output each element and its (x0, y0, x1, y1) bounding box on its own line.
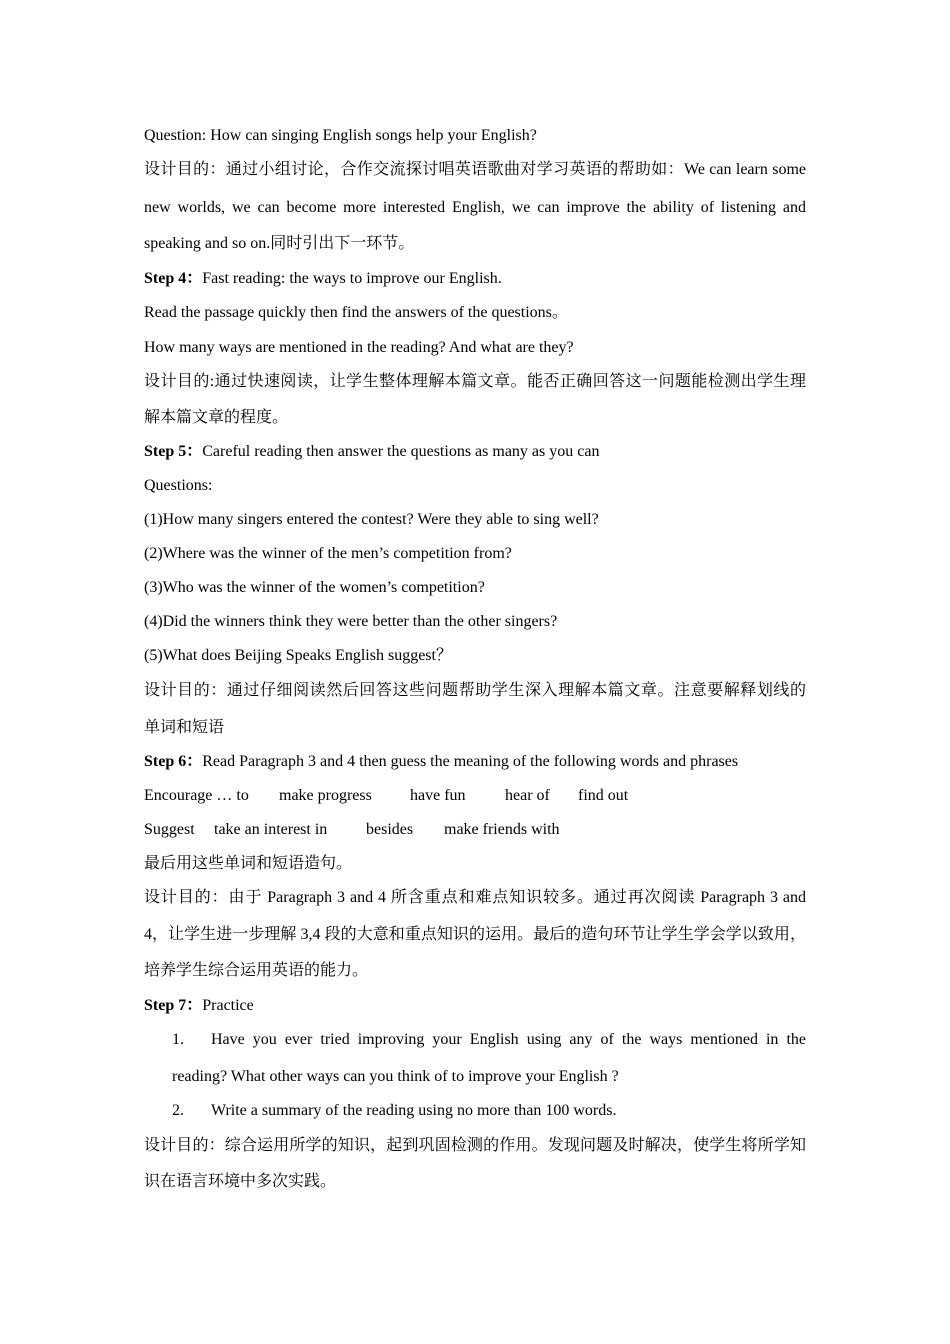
practice-item-2-number: 2. (172, 1102, 184, 1119)
step-5-questions-label: Questions: (144, 477, 213, 494)
step-4-text: Fast reading: the ways to improve our English. (202, 270, 502, 287)
step-5-question-3: (3)Who was the winner of the women’s competition? (144, 579, 485, 596)
step-4-purpose-line-1: 设计目的:通过快速阅读，让学生整体理解本篇文章。能否正确回答这一问题能检测出学生理 (144, 373, 806, 390)
step-6-purpose-line-1: 设计目的：由于 Paragraph 3 and 4 所含重点和难点知识较多。通过再次阅读 Paragraph 3 and (144, 889, 806, 906)
step-5-question-2: (2)Where was the winner of the men’s competition from? (144, 545, 512, 562)
step-7-text: Practice (202, 997, 254, 1014)
word-suggest: Suggest (144, 821, 195, 838)
step-6-sentence-task: 最后用这些单词和短语造句。 (144, 855, 353, 872)
practice-item-1-line-1: Have you ever tried improving your English using any of the ways mentioned in the (211, 1031, 806, 1048)
word-hear-of: hear of (505, 787, 550, 804)
step-6-heading (144, 752, 738, 772)
step-6-label: Step 6： (144, 753, 203, 770)
step-7-label: Step 7： (144, 997, 203, 1014)
step-5-text: Careful reading then answer the questions as many as you can (202, 443, 600, 460)
word-have-fun: have fun (410, 787, 466, 804)
purpose-1-line-2: new worlds, we can become more interested English, we can improve the ability of listening and (144, 199, 806, 216)
practice-item-1-line-2: reading? What other ways can you think of to improve your English ? (172, 1068, 619, 1085)
step-5-question-4: (4)Did the winners think they were better than the other singers? (144, 613, 558, 630)
step-7-purpose-line-2: 识在语言环境中多次实践。 (144, 1173, 337, 1190)
step-5-label: Step 5： (144, 443, 203, 460)
word-encourage: Encourage … to (144, 787, 249, 804)
word-take-an-interest-in: take an interest in (214, 821, 328, 838)
word-make-friends-with: make friends with (444, 821, 560, 838)
step-7-heading (144, 996, 254, 1016)
step-4-heading (144, 269, 502, 289)
step-5-question-5: (5)What does Beijing Speaks English suggest？ (144, 647, 452, 664)
word-besides: besides (366, 821, 414, 838)
step-6-purpose-line-2: 4，让学生进一步理解 3,4 段的大意和重点知识的运用。最后的造句环节让学生学会学以致用， (144, 926, 806, 943)
step-4-question: How many ways are mentioned in the reading? And what are they? (144, 339, 574, 356)
practice-item-2-line-1: Write a summary of the reading using no more than 100 words. (211, 1102, 617, 1119)
step-5-heading (144, 442, 599, 462)
practice-item-1-number: 1. (172, 1031, 184, 1048)
word-make-progress: make progress (279, 787, 372, 804)
step-4-purpose-line-2: 解本篇文章的程度。 (144, 409, 289, 426)
step-5-purpose-line-1: 设计目的：通过仔细阅读然后回答这些问题帮助学生深入理解本篇文章。注意要解释划线的 (144, 682, 806, 699)
step-7-purpose-line-1: 设计目的：综合运用所学的知识，起到巩固检测的作用。发现问题及时解决，使学生将所学知 (144, 1137, 806, 1154)
purpose-1-line-1: 设计目的：通过小组讨论，合作交流探讨唱英语歌曲对学习英语的帮助如：We can learn some (144, 161, 806, 178)
step-5-purpose-line-2: 单词和短语 (144, 719, 225, 736)
step-4-instruction: Read the passage quickly then find the answers of the questions。 (144, 304, 568, 321)
step-6-text: Read Paragraph 3 and 4 then guess the meaning of the following words and phrases (202, 753, 739, 770)
word-find-out: find out (578, 787, 629, 804)
step-5-question-1: (1)How many singers entered the contest? Were they able to sing well? (144, 511, 599, 528)
purpose-1-line-3: speaking and so on.同时引出下一环节。 (144, 235, 415, 252)
step-6-purpose-line-3: 培养学生综合运用英语的能力。 (144, 962, 369, 979)
step-4-label: Step 4： (144, 270, 203, 287)
question-line: Question: How can singing English songs help your English? (144, 127, 537, 144)
